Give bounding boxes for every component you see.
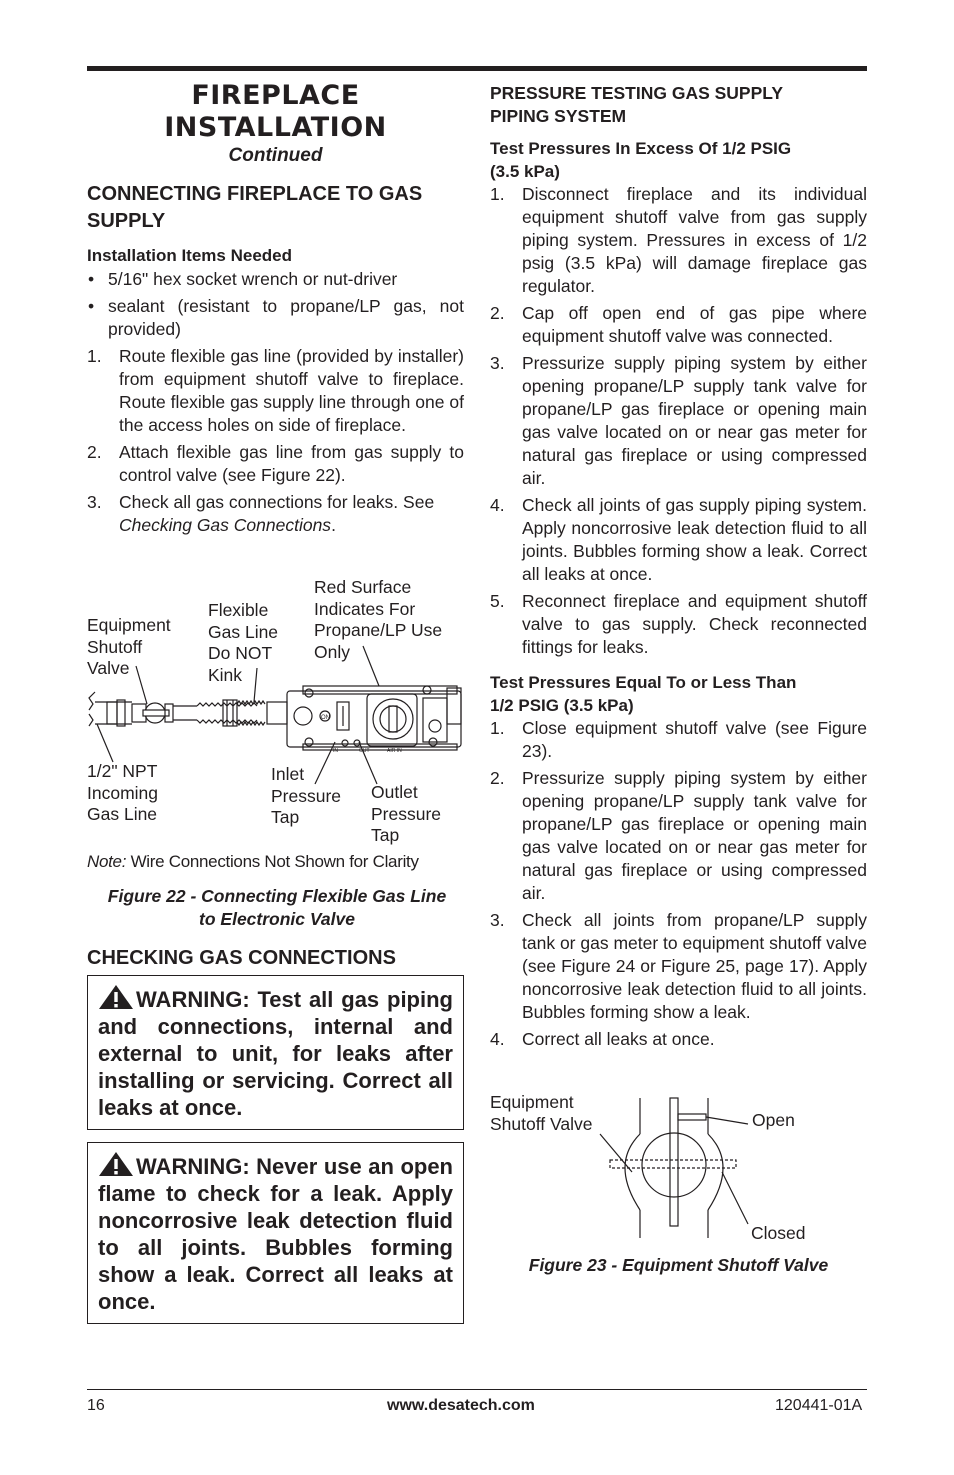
left-column [87, 80, 464, 541]
label-equipment-shutoff-valve: Equipment Shutoff Valve [87, 615, 171, 678]
page-title-line2: INSTALLATION [164, 112, 387, 143]
step-text: Attach flexible gas line from gas supply to control valve (see Figure 22). [119, 442, 464, 485]
step-number: 3. [490, 910, 505, 930]
list-item [490, 183, 867, 298]
figure-22 [87, 576, 467, 850]
step-number: 2. [490, 303, 505, 323]
label-equipment-shutoff-valve-23: Equipment Shutoff Valve [490, 1092, 593, 1134]
step-text-end: . [331, 515, 336, 535]
list-item [87, 491, 464, 537]
items-needed-heading: Installation Items Needed [87, 246, 292, 265]
valve-mark-in: IN [333, 748, 338, 754]
connecting-heading-line1: CONNECTING FIREPLACE TO GAS [87, 183, 423, 205]
section-heading-connecting [87, 181, 464, 235]
step-number: 1. [87, 346, 102, 366]
section-heading-pressure: PRESSURE TESTING GAS SUPPLY PIPING SYSTEM [490, 83, 784, 126]
step-text: Disconnect fireplace and its individual equipment shutoff valve from gas supply piping system. Pressures in excess of 1/2 psig (3.5 kPa) will damage fireplace gas regulator. [522, 184, 867, 296]
section-heading-checking: CHECKING GAS CONNECTIONS [87, 947, 396, 969]
footer-doc-number: 120441-01A [775, 1397, 863, 1414]
warning-text-test: WARNING: Test all gas piping and connections, internal and external to unit, for leaks after installing or servicing. Correct all leaks at once. [98, 987, 453, 1120]
label-outlet-pressure-tap: Outlet Pressure Tap [371, 782, 442, 845]
list-item [490, 909, 867, 1024]
list-item [490, 352, 867, 490]
figure-22-caption: Figure 22 - Connecting Flexible Gas Line to Electronic Valve [107, 886, 447, 929]
bullet-marker: • [88, 269, 95, 289]
label-open: Open [752, 1110, 795, 1130]
step-text: Check all gas connections for leaks. See [119, 492, 435, 512]
note-label: Note: [87, 852, 127, 871]
warning-box-test [87, 975, 464, 1130]
step-text: Close equipment shutoff valve (see Figure 23). [522, 718, 867, 761]
label-red-surface: Red Surface Indicates For Propane/LP Use Only [314, 577, 443, 662]
right-column [490, 82, 867, 1055]
footer-website: www.desatech.com [387, 1397, 535, 1414]
list-item [87, 345, 464, 437]
bullet-marker: • [88, 296, 95, 316]
figure-22-note [87, 850, 467, 972]
list-item [87, 268, 464, 291]
warning-text-flame: WARNING: Never use an open flame to check for a leak. Apply noncorrosive leak detection fluid to all joints. Bubbles forming show a leak. Correct all leaks at once. [98, 1154, 453, 1314]
label-flexible-gas-line: Flexible Gas Line Do NOT Kink [208, 600, 279, 685]
step-text: Check all joints from propane/LP supply tank or gas meter to equipment shutoff valve (see Figure 24 or Figure 25, page 17). Apply noncorrosive leak detection fluid to all joints. Bubbles forming show a leak. [522, 910, 868, 1022]
list-item [490, 1028, 867, 1051]
figure-23 [490, 1092, 867, 1292]
list-item [490, 590, 867, 659]
step-text-reference: Checking Gas Connections [119, 515, 332, 535]
footer-rule [87, 1389, 867, 1390]
label-inlet-pressure-tap: Inlet Pressure Tap [271, 764, 342, 827]
step-number: 1. [490, 184, 505, 204]
list-item [490, 767, 867, 905]
warning-triangle-icon [98, 984, 134, 1010]
step-text: Correct all leaks at once. [522, 1029, 715, 1049]
note-text: Wire Connections Not Shown for Clarity [126, 852, 419, 871]
step-text: Check all joints of gas supply piping system. Apply noncorrosive leak detection fluid to all joints. Bubbles forming show a leak. Correct all leaks at once. [522, 495, 867, 584]
list-item [87, 295, 464, 341]
shutoff-valve-diagram [490, 1092, 867, 1242]
step-text: Reconnect fireplace and equipment shutoff valve to gas supply. Check reconnected fittings for leaks. [522, 591, 867, 657]
warning-box-flame [87, 1142, 464, 1324]
svg-text:ON: ON [321, 715, 330, 721]
page-subtitle: Continued [228, 145, 323, 166]
valve-mark-out: OUT [359, 748, 370, 754]
bullet-text: 5/16" hex socket wrench or nut-driver [108, 269, 398, 289]
excess-heading: Test Pressures In Excess Of 1/2 PSIG (3.5 kPa) [490, 139, 792, 181]
list-item [490, 302, 867, 348]
list-item [490, 494, 867, 586]
page-number: 16 [87, 1397, 105, 1414]
step-number: 3. [490, 353, 505, 373]
step-number: 2. [87, 442, 102, 462]
valve-mark-air-in: AIR IN [387, 748, 402, 754]
gas-valve-diagram [87, 576, 467, 850]
list-item [490, 717, 867, 763]
connecting-heading-line2: SUPPLY [87, 210, 166, 232]
step-text: Cap off open end of gas pipe where equipment shutoff valve was connected. [522, 303, 867, 346]
step-number: 1. [490, 718, 505, 738]
top-rule [87, 66, 867, 71]
page-title-line1: FIREPLACE [191, 80, 360, 111]
label-npt-incoming: 1/2" NPT Incoming Gas Line [87, 761, 159, 824]
page-title [87, 80, 464, 144]
step-text: Pressurize supply piping system by either opening propane/LP supply tank valve for propane/LP gas fireplace or opening main gas valve located on or near gas meter for natural gas fireplace or using compressed air. [522, 768, 867, 903]
step-number: 4. [490, 1029, 505, 1049]
equal-heading: Test Pressures Equal To or Less Than 1/2 PSIG (3.5 kPa) [490, 673, 797, 715]
step-number: 5. [490, 591, 505, 611]
step-text: Pressurize supply piping system by either opening propane/LP supply tank valve for propane/LP gas fireplace or opening main gas valve located on or near gas meter for natural gas fireplace or using compressed air. [522, 353, 867, 488]
figure-23-caption: Figure 23 - Equipment Shutoff Valve [528, 1255, 829, 1275]
warning-triangle-icon [98, 1151, 134, 1177]
list-item [87, 441, 464, 487]
step-number: 2. [490, 768, 505, 788]
bullet-text: sealant (resistant to propane/LP gas, not provided) [108, 296, 464, 339]
step-number: 4. [490, 495, 505, 515]
step-number: 3. [87, 492, 102, 512]
step-text: Route flexible gas line (provided by installer) from equipment shutoff valve to fireplace. Route flexible gas supply line through one of the access holes on side of fireplace. [119, 346, 464, 435]
label-closed: Closed [751, 1223, 806, 1243]
